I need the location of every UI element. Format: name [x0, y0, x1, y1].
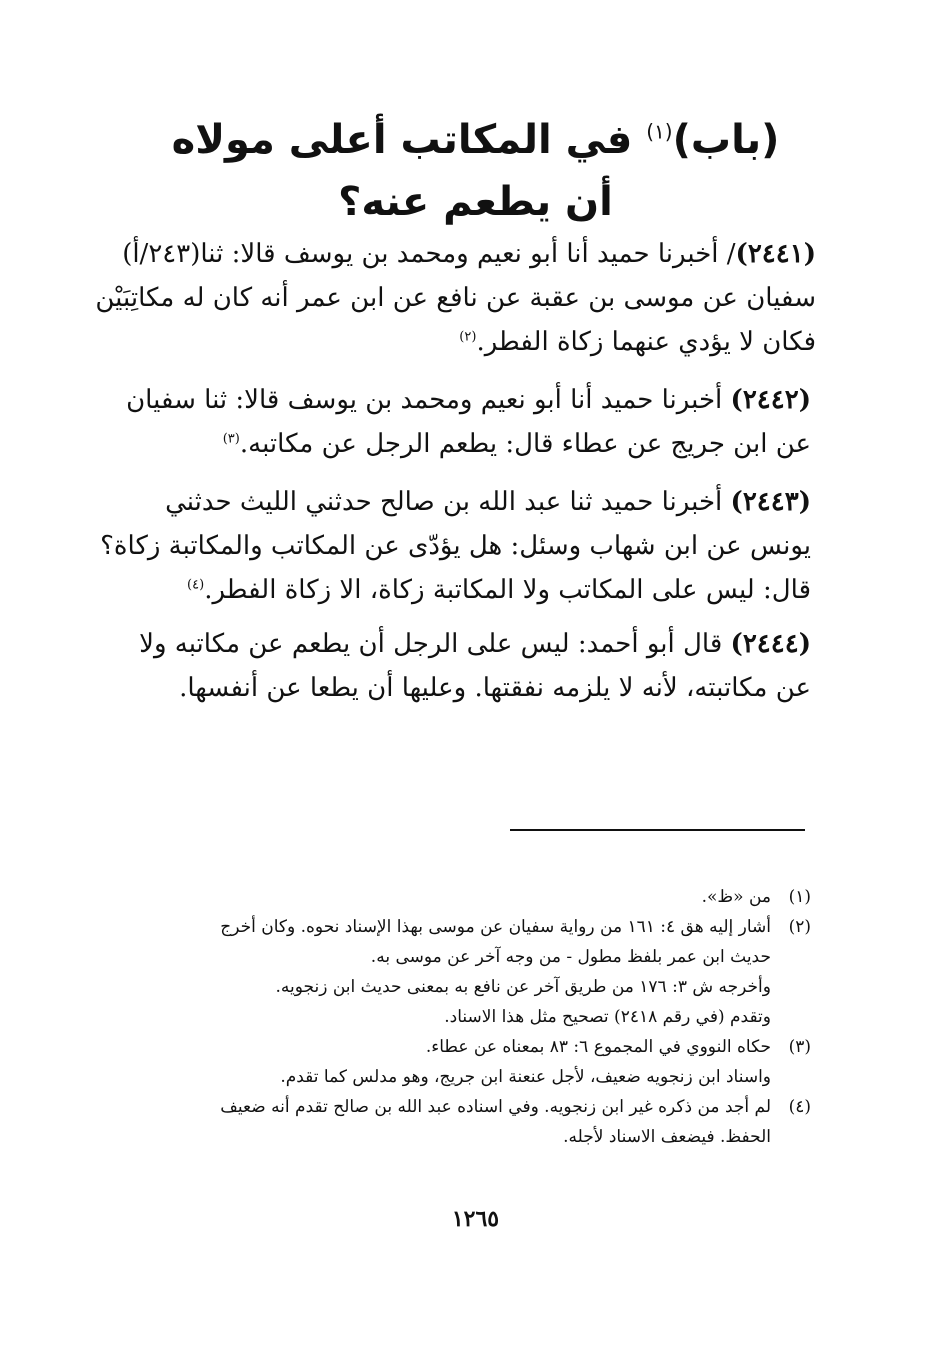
paragraph-text: قال: ليس على المكاتب ولا المكاتبة زكاة، الا زكاة الفطر.: [204, 575, 811, 605]
footnote-separator: [510, 829, 805, 831]
footnote-line: حديث ابن عمر بلفظ مطول - من وجه آخر عن موسى به.: [370, 947, 771, 967]
footnote-3: [140, 1032, 811, 1092]
hadith-number: (٢٤٤٣): [730, 487, 811, 517]
paragraph-line: [126, 378, 811, 422]
footnote-line: الحفظ. فيضعف الاسناد لأجله.: [563, 1127, 771, 1147]
footnote-body: [140, 882, 771, 912]
footnote-body: [140, 912, 771, 1032]
hadith-paragraph-2441: [65, 232, 816, 364]
footnote-number: (١): [788, 887, 811, 907]
footnote-body: [140, 1092, 771, 1152]
footnote-line: من «ظ».: [701, 887, 771, 907]
hadith-paragraph-2444: [140, 622, 811, 710]
footnote-2: [140, 912, 811, 1032]
paragraph-text: عن ابن جريج عن عطاء قال: يطعم الرجل عن مكاتبه.: [239, 429, 811, 459]
paragraph-line: [140, 568, 811, 612]
paragraph-line: سفيان عن موسى بن عقبة عن نافع عن ابن عمر أنه كان له مكاتِبَيْن: [95, 283, 816, 313]
footnote-body: [140, 1032, 771, 1092]
hadith-paragraph-2442: [126, 378, 811, 466]
hadith-number: (٢٤٤١): [735, 239, 816, 269]
chapter-title-line-1: [0, 112, 951, 168]
footnote-line: أشار إليه هق ٤: ١٦١ من رواية سفيان عن موسى بهذا الإسناد نحوه. وكان أخرج: [220, 917, 771, 937]
paragraph-line: [140, 622, 811, 666]
footnote-line: واسناد ابن زنجويه ضعيف، لأجل عنعنة ابن جريج، وهو مدلس كما تقدم.: [280, 1067, 771, 1087]
paragraph-text: أخبرنا حميد أنا أبو نعيم ومحمد بن يوسف قالا: ثنا سفيان: [126, 385, 731, 415]
hadith-paragraph-2443: [100, 480, 811, 612]
paragraph-line: [65, 232, 816, 276]
paragraph-text: قال أبو أحمد: ليس على الرجل أن يطعم عن مكاتبه ولا: [139, 629, 731, 659]
footnote-ref-1: (١): [646, 119, 673, 144]
footnote-line: حكاه النووي في المجموع ٦: ٨٣ بمعناه عن عطاء.: [425, 1037, 771, 1057]
paragraph-text: فكان لا يؤدي عنهما زكاة الفطر.: [476, 327, 816, 357]
footnote-line: وأخرجه ش ٣: ١٧٦ من طريق آخر عن نافع به بمعنى حديث ابن زنجويه.: [275, 977, 771, 997]
footnote-line: وتقدم (في رقم ٢٤١٨) تصحيح مثل هذا الاسناد.: [444, 1007, 771, 1027]
paragraph-line: [140, 480, 811, 524]
page-number: ١٢٦٥: [451, 1206, 500, 1232]
paragraph-line: يونس عن ابن شهاب وسئل: هل يؤدّى عن المكاتب والمكاتبة زكاة؟: [100, 531, 811, 561]
paragraph-line: عن مكاتبته، لأنه لا يلزمه نفقتها. وعليها أن يطعا عن أنفسها.: [179, 673, 811, 703]
footnote-4: [140, 1092, 811, 1152]
footnotes-section: [140, 882, 811, 1152]
hadith-number: (٢٤٤٢): [730, 385, 811, 415]
footnote-ref-3: (٣): [222, 431, 240, 447]
footnote-line: لم أجد من ذكره غير ابن زنجويه. وفي اسناده عبد الله بن صالح تقدم أنه ضعيف: [220, 1097, 771, 1117]
chapter-title-line-2: أن يطعم عنه؟: [338, 179, 613, 225]
paragraph-line: [65, 320, 816, 364]
paragraph-line: [140, 422, 811, 466]
chapter-title-rest: في المكاتب أعلى مولاه: [171, 117, 647, 163]
footnote-ref-2: (٢): [459, 329, 477, 345]
footnote-ref-4: (٤): [187, 577, 205, 593]
hadith-number: (٢٤٤٤): [730, 629, 811, 659]
paragraph-text: أخبرنا حميد ثنا عبد الله بن صالح حدثني الليث حدثني: [165, 487, 731, 517]
chapter-title-prefix: (باب): [672, 117, 780, 163]
footnote-number: (٣): [788, 1037, 811, 1057]
footnote-number: (٤): [788, 1097, 811, 1117]
footnote-1: [140, 882, 811, 912]
paragraph-text: / أخبرنا حميد أنا أبو نعيم ومحمد بن يوسف قالا: ثنا(٢٤٣/أ): [122, 239, 736, 269]
footnote-number: (٢): [788, 917, 811, 937]
